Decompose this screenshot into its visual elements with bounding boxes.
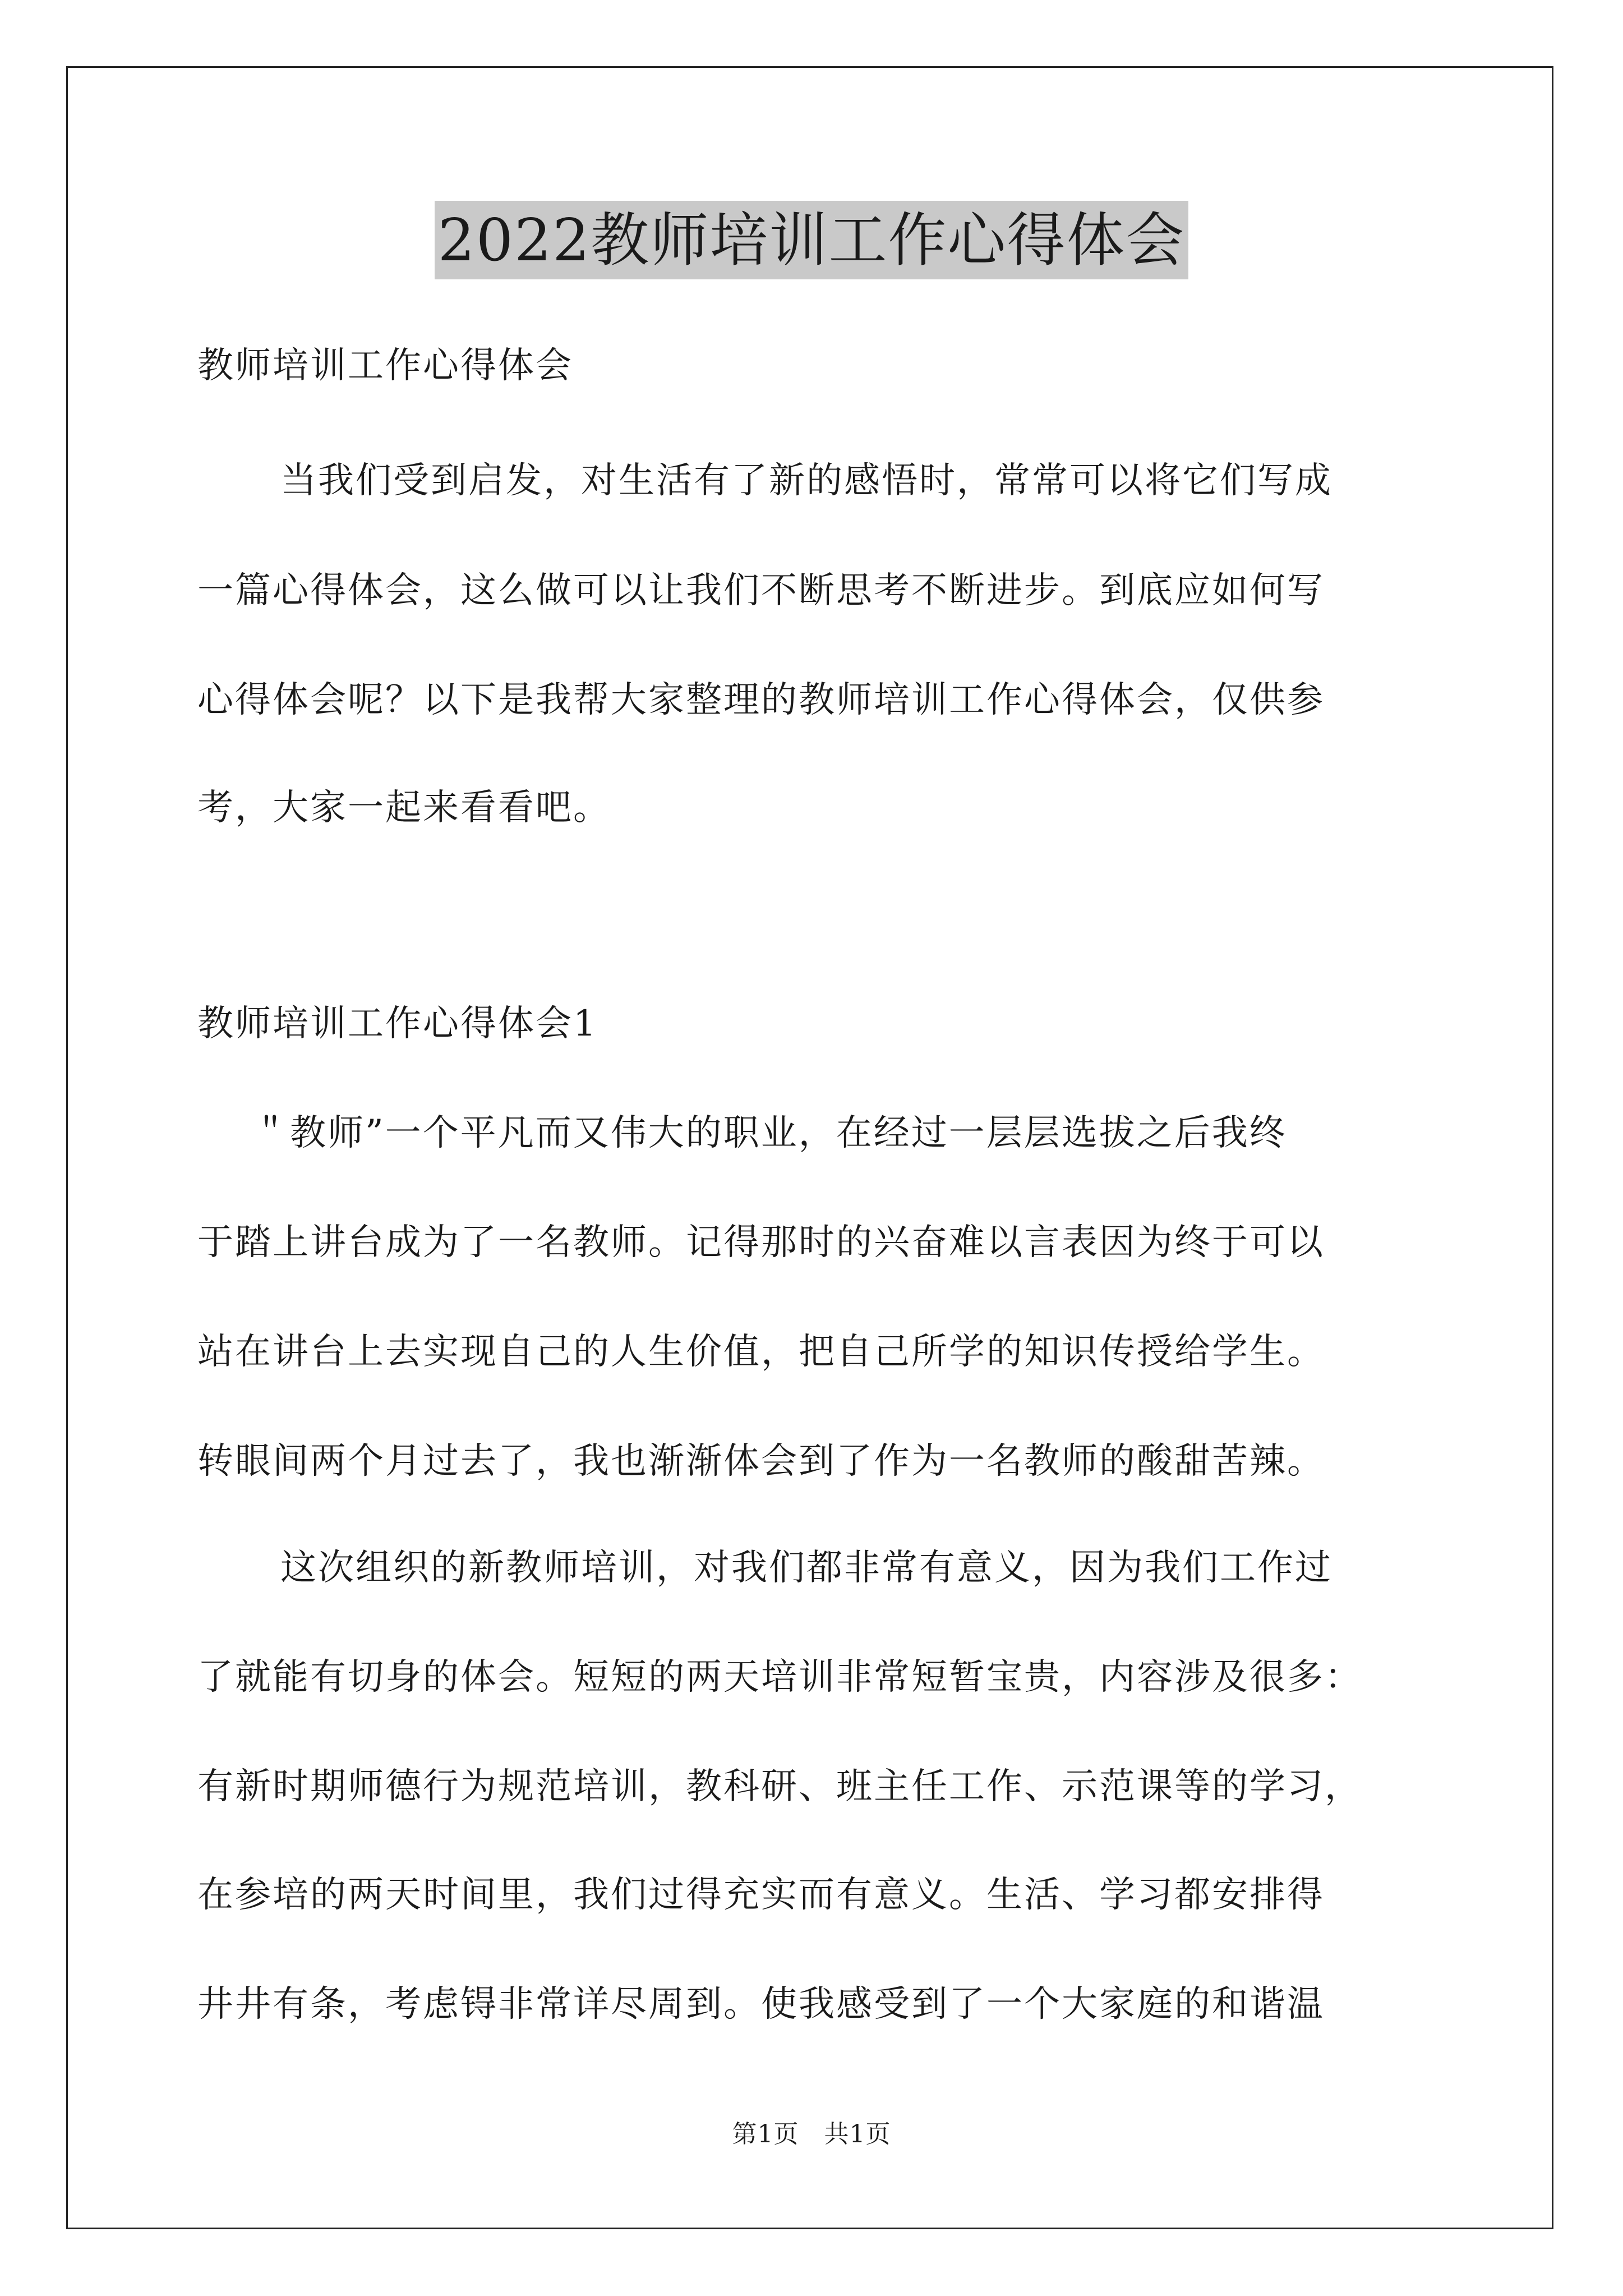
- paragraph-line: 有新时期师德行为规范培训，教科研、班主任工作、示范课等的学习，: [197, 1766, 1362, 1807]
- paragraph-line: 井井有条，考虑锝非常详尽周到。使我感受到了一个大家庭的和谐温: [197, 1984, 1325, 2025]
- paragraph-line: 站在讲台上去实现自己的人生价值，把自己所学的知识传授给学生。: [197, 1331, 1325, 1373]
- document-title: 2022教师培训工作心得体会: [435, 201, 1189, 279]
- section-heading: 教师培训工作心得体会1: [197, 1003, 598, 1045]
- paragraph-line: 于踏上讲台成为了一名教师。记得那时的兴奋难以言表因为终于可以: [197, 1222, 1325, 1263]
- paragraph-line: 一篇心得体会，这么做可以让我们不断思考不断进步。到底应如何写: [197, 570, 1325, 611]
- paragraph-line: 了就能有切身的体会。短短的两天培训非常短暂宝贵，内容涉及很多：: [197, 1657, 1362, 1698]
- title-container: [0, 201, 1623, 279]
- page-footer: 第1页 共1页: [732, 2120, 891, 2148]
- paragraph-line: 转眼间两个月过去了，我也渐渐体会到了作为一名教师的酸甜苦辣。: [197, 1441, 1325, 1482]
- paragraph-line: 心得体会呢？以下是我帮大家整理的教师培训工作心得体会，仅供参: [197, 679, 1325, 721]
- paragraph-line: 这次组织的新教师培训，对我们都非常有意义，因为我们工作过: [280, 1547, 1332, 1589]
- paragraph-line: 在参培的两天时间里，我们过得充实而有意义。生活、学习都安排得: [197, 1874, 1325, 1916]
- paragraph-line: ＂教师”一个平凡而又伟大的职业，在经过一层层选拔之后我终: [252, 1112, 1287, 1154]
- paragraph-line: 当我们受到启发，对生活有了新的感悟时，常常可以将它们写成: [280, 460, 1332, 501]
- paragraph-line: 考，大家一起来看看吧。: [197, 787, 611, 829]
- subtitle-line: 教师培训工作心得体会: [197, 345, 573, 386]
